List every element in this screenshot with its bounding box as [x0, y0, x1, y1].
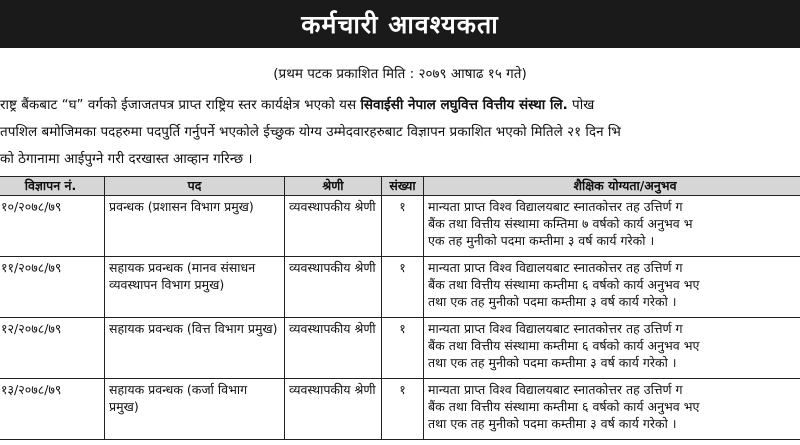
post-cell: प्रवन्धक (प्रशासन विभाग प्रमुख): [105, 196, 285, 257]
title-banner: [0, 0, 800, 48]
count-cell: १: [382, 379, 424, 440]
post-cell: सहायक प्रवन्धक (मानव संसाधन व्यवस्थापन विभाग प्रमुख): [105, 257, 285, 318]
table-row: [0, 379, 800, 440]
count-cell: १: [382, 318, 424, 379]
qualification-cell: [424, 318, 800, 379]
qualification-cell: [424, 257, 800, 318]
intro-line-1-prefix: राष्ट्र बैंकबाट “घ” वर्गको ईजाजतपत्र प्राप्त राष्ट्रिय स्तर कार्यक्षेत्र भएको यस: [0, 97, 361, 113]
header-qualification: शैक्षिक योग्यता/अनुभव: [424, 177, 800, 196]
qualification-line: मान्यता प्राप्त विश्व विद्यालयबाट स्नातकोत्तर तह उत्तिर्ण ग: [428, 199, 683, 214]
category-cell: व्यवस्थापकीय श्रेणी: [285, 379, 382, 440]
qualification-line: बैंक तथा वित्तीय संस्थामा कम्तीमा ६ वर्षको कार्य अनुभव भए: [428, 399, 700, 414]
qualification-cell: [424, 196, 800, 257]
post-cell: सहायक प्रवन्धक (कर्जा विभाग प्रमुख): [105, 379, 285, 440]
qualification-line: बैंक तथा वित्तीय संस्थामा कम्तीमा ६ वर्षको कार्य अनुभव भए: [428, 277, 700, 292]
header-ad-no: विज्ञापन नं.: [0, 177, 105, 196]
ad-no-cell: १०/२०७८/७९: [0, 196, 105, 257]
qualification-line: तथा एक तह मुनीको पदमा कम्तीमा ३ वर्ष कार्य गरेको ।: [428, 416, 677, 431]
qualification-line: एक तह मुनीको पदमा कम्तीमा ३ वर्ष कार्य गरेको ।: [428, 233, 655, 248]
published-date: (प्रथम पटक प्रकाशित मिति : २०७९ आषाढ १५ गते): [273, 66, 527, 82]
table-header-row: [0, 177, 800, 196]
page-title: कर्मचारी आवश्यकता: [301, 10, 499, 39]
header-count: संख्या: [382, 177, 424, 196]
ad-no-cell: ११/२०७८/७९: [0, 257, 105, 318]
qualification-line: बैंक तथा वित्तीय संस्थामा कम्तीमा ६ वर्षको कार्य अनुभव भए: [428, 338, 700, 353]
category-cell: व्यवस्थापकीय श्रेणी: [285, 257, 382, 318]
count-cell: १: [382, 257, 424, 318]
ad-no-cell: १२/२०७८/७९: [0, 318, 105, 379]
qualification-line: बैंक तथा वित्तीय संस्थामा कम्तिमा ७ वर्षको कार्य अनुभव भ: [428, 216, 693, 231]
count-cell: १: [382, 196, 424, 257]
vacancy-table: [0, 176, 800, 440]
table-row: [0, 196, 800, 257]
table-row: [0, 257, 800, 318]
qualification-line: मान्यता प्राप्त विश्व विद्यालयबाट स्नातकोत्तर तह उत्तिर्ण ग: [428, 321, 683, 336]
intro-line-3: को ठेगानामा आईपुग्ने गरी दरखास्त आव्हान गरिन्छ ।: [0, 151, 253, 167]
table-row: [0, 318, 800, 379]
intro-line-2: तपशिल बमोजिमका पदहरुमा पदपुर्ति गर्नुपर्ने भएकोले ईच्छुक योग्य उम्मेदवारहरुबाट विज्ञापन प्रकाशित भएको मितिले २१ दिन भि: [0, 124, 621, 140]
organization-name: सिवाईसी नेपाल लघुवित्त वित्तीय संस्था लि.: [360, 97, 568, 113]
qualification-line: मान्यता प्राप्त विश्व विद्यालयबाट स्नातकोत्तर तह उत्तिर्ण ग: [428, 260, 683, 275]
category-cell: व्यवस्थापकीय श्रेणी: [285, 196, 382, 257]
qualification-cell: [424, 379, 800, 440]
intro-line-1-suffix: पोख: [567, 97, 595, 113]
intro-line-1: [0, 95, 800, 113]
qualification-line: मान्यता प्राप्त विश्व विद्यालयबाट स्नातकोत्तर तह उत्तिर्ण ग: [428, 382, 683, 397]
qualification-line: तथा एक तह मुनीको पदमा कम्तीमा ३ वर्ष कार्य गरेको ।: [428, 355, 677, 370]
header-category: श्रेणी: [285, 177, 382, 196]
category-cell: व्यवस्थापकीय श्रेणी: [285, 318, 382, 379]
ad-no-cell: १३/२०७८/७९: [0, 379, 105, 440]
header-post: पद: [105, 177, 285, 196]
post-cell: सहायक प्रवन्धक (वित्त विभाग प्रमुख): [105, 318, 285, 379]
qualification-line: तथा एक तह मुनीको पदमा कम्तीमा ३ वर्ष कार्य गरेको ।: [428, 294, 677, 309]
